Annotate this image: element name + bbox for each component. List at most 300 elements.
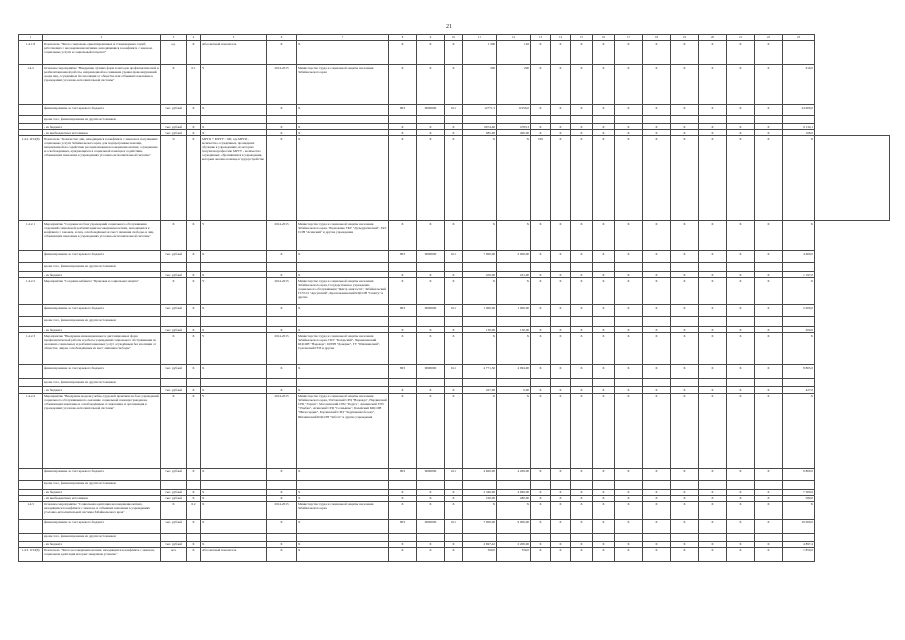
table-cell	[267, 116, 297, 124]
table-cell	[671, 480, 699, 489]
table-cell: X	[593, 333, 615, 365]
table-cell: X	[267, 124, 297, 130]
table-cell: X	[699, 278, 727, 305]
table-cell: X	[417, 393, 445, 468]
table-cell: X	[297, 41, 389, 65]
table-cell	[297, 263, 389, 272]
table-cell: X	[755, 65, 783, 105]
table-cell	[19, 480, 43, 489]
table-cell: X	[615, 221, 643, 251]
table-cell: - из бюджета	[43, 387, 161, 393]
table-cell: X	[267, 130, 297, 136]
table-cell	[755, 317, 783, 327]
table-cell: X	[297, 547, 389, 561]
table-cell: X	[643, 393, 671, 468]
table-cell: X	[267, 251, 297, 263]
table-cell	[389, 379, 417, 387]
table-cell: X	[593, 124, 615, 130]
table-cell: X	[531, 468, 551, 480]
table-cell: финансирование за счет краевого бюджета	[43, 105, 161, 116]
table-cell: 4 200,00	[497, 468, 531, 480]
table-row	[19, 65, 890, 105]
table-cell: X	[755, 393, 783, 468]
table-cell: X	[551, 105, 571, 116]
table-cell: 6974,40	[463, 124, 497, 130]
table-cell: 9000000	[417, 105, 445, 116]
table-cell: X	[297, 495, 389, 501]
table-cell: 21	[727, 35, 755, 41]
table-cell: X	[551, 251, 571, 263]
table-cell: X	[593, 365, 615, 379]
table-cell: X	[571, 489, 593, 495]
table-cell	[19, 116, 43, 124]
table-cell	[615, 317, 643, 327]
table-cell: X	[463, 278, 497, 305]
table-cell: X	[445, 221, 463, 251]
table-cell: X	[267, 547, 297, 561]
table-cell	[201, 533, 267, 541]
table-cell: X	[727, 130, 755, 136]
table-cell: X	[571, 130, 593, 136]
table-cell: - из внебюджетных источников	[43, 495, 161, 501]
table-cell: X	[389, 65, 417, 105]
table-cell: X	[643, 489, 671, 495]
table-cell	[783, 533, 815, 541]
table-cell: X	[267, 105, 297, 116]
table-cell: X	[643, 365, 671, 379]
table-cell: X	[267, 519, 297, 533]
table-row	[19, 136, 890, 221]
table-cell: Y	[201, 333, 267, 365]
table-cell	[463, 379, 497, 387]
table-cell: X	[727, 251, 755, 263]
table-cell: X	[615, 393, 643, 468]
table-cell: X	[593, 251, 615, 263]
table-cell	[755, 533, 783, 541]
table-cell: X	[187, 495, 201, 501]
table-cell: МРТО + МРТУ / 100, где МРТО - количество осуждённых, прошедших обучение в учреждениях, из которых получили профессию МРТУ - количество осуждённых, обратившихся в учреждения, которым оказана помощь в трудоустройстве	[201, 136, 267, 221]
table-cell: 611	[445, 305, 463, 317]
table-cell: 16 000,0	[783, 519, 815, 533]
table-cell: X	[699, 327, 727, 333]
table-cell: X	[571, 272, 593, 278]
table-cell: X	[615, 124, 643, 130]
table-cell: X	[417, 130, 445, 136]
table-cell: X	[267, 327, 297, 333]
table-cell	[727, 317, 755, 327]
table-cell: X	[531, 124, 551, 130]
table-cell: X	[187, 327, 201, 333]
table-cell: X	[727, 327, 755, 333]
table-cell: X	[201, 489, 267, 495]
table-cell	[615, 116, 643, 124]
table-cell: X	[187, 130, 201, 136]
table-cell: 611	[445, 519, 463, 533]
table-cell: X	[593, 387, 615, 393]
table-cell: X	[531, 365, 551, 379]
table-cell	[161, 263, 187, 272]
table-cell: Y	[201, 393, 267, 468]
table-cell: X	[671, 251, 699, 263]
table-cell: X	[699, 489, 727, 495]
table-cell: X	[643, 541, 671, 547]
table-cell: финансирование за счет краевого бюджета	[43, 519, 161, 533]
table-cell: X	[593, 495, 615, 501]
table-cell: X	[727, 278, 755, 305]
table-row	[19, 105, 890, 116]
table-cell: 803	[389, 105, 417, 116]
table-cell: X	[727, 495, 755, 501]
table-cell: X	[755, 468, 783, 480]
table-cell: X	[531, 393, 551, 468]
table-cell: X	[671, 272, 699, 278]
table-cell: X	[571, 365, 593, 379]
table-cell: X	[201, 519, 267, 533]
table-cell	[161, 480, 187, 489]
table-cell: X	[593, 278, 615, 305]
table-cell	[297, 379, 389, 387]
table-cell: 9000000	[417, 519, 445, 533]
table-cell: X	[699, 105, 727, 116]
table-cell: X	[187, 221, 201, 251]
table-cell: X	[297, 489, 389, 495]
table-cell: тыс. рублей	[161, 251, 187, 263]
table-cell: X	[671, 221, 699, 251]
table-cell: 803	[389, 251, 417, 263]
table-cell: X	[531, 519, 551, 533]
table-cell	[267, 480, 297, 489]
table-cell	[699, 263, 727, 272]
table-cell: X	[297, 327, 389, 333]
table-cell: X	[593, 547, 615, 561]
table-cell: X	[161, 393, 187, 468]
table-cell: 803	[389, 305, 417, 317]
table-cell: X	[201, 495, 267, 501]
table-cell: X	[389, 272, 417, 278]
table-cell: X	[755, 251, 783, 263]
table-cell: X	[571, 327, 593, 333]
table-cell: 2	[43, 35, 161, 41]
table-cell: X	[445, 489, 463, 495]
table-cell: X	[267, 489, 297, 495]
table-cell: 610,0	[783, 65, 815, 105]
table-cell: X	[267, 365, 297, 379]
table-cell: X	[727, 489, 755, 495]
table-cell: X	[417, 221, 445, 251]
table-row	[19, 317, 890, 327]
table-cell	[19, 468, 43, 480]
table-cell: X	[267, 541, 297, 547]
table-cell: 2014-2015	[267, 278, 297, 305]
table-cell: X	[297, 305, 389, 317]
table-cell	[497, 116, 531, 124]
table-cell: X	[643, 387, 671, 393]
table-cell: Министерство труда и социальной защиты населения Забайкальского края, ГКУ "Каларский", Чернышевский КЦСОН "Надежда", ЦПЗН "Доверие", ГУ "Шилкинский", Сретенский ГПЗ и другие	[297, 333, 389, 365]
table-cell	[497, 480, 531, 489]
table-cell: X	[615, 305, 643, 317]
table-cell: X	[783, 221, 815, 251]
table-cell: 1.4.2.3	[19, 333, 43, 365]
table-cell	[19, 519, 43, 533]
table-cell: 22	[755, 35, 783, 41]
table-cell: X	[297, 272, 389, 278]
table-cell: X	[531, 501, 551, 519]
table-cell: 2 000,0	[783, 305, 815, 317]
table-cell: 2014-2015	[267, 501, 297, 519]
table-cell: 1.4.2.1	[19, 221, 43, 251]
table-cell: 2 200,00	[497, 541, 531, 547]
table-cell: X	[727, 333, 755, 365]
table-cell: X	[593, 393, 615, 468]
table-cell	[551, 533, 571, 541]
table-cell: Министерство труда и социальной защиты населения Забайкальского края, Улётовский СРЦ "Надежда", Нерчинский СРЦ "Гарант", Могочинский СРЦ "Радуга", Акшинский ГПЗ "Улыбка", Агинский СРЦ "Солнышко", Балейский КЦСОН "Милосердие", Борзинский СРЦ "Задушевная беседа", Шилкинский КЦСОН "Забота" и другие учреждения	[297, 393, 389, 468]
table-cell: X	[671, 501, 699, 519]
table-cell: X	[417, 65, 445, 105]
table-row	[19, 263, 890, 272]
table-cell	[161, 379, 187, 387]
table-cell: X	[593, 305, 615, 317]
table-cell: тыс. рублей	[161, 327, 187, 333]
table-cell	[389, 116, 417, 124]
table-cell: ед.	[161, 41, 187, 65]
table-cell: X	[727, 124, 755, 130]
table-cell: X	[593, 541, 615, 547]
table-cell	[699, 116, 727, 124]
table-cell: 7 300,0	[783, 489, 815, 495]
table-cell: X	[417, 489, 445, 495]
table-cell: 427,0	[783, 387, 815, 393]
table-cell: X	[389, 124, 417, 130]
table-cell	[187, 379, 201, 387]
table-cell: X	[699, 272, 727, 278]
table-cell: 100	[531, 136, 551, 221]
table-cell: X	[531, 272, 551, 278]
table-cell: X	[643, 327, 671, 333]
table-cell	[727, 379, 755, 387]
table-cell: X	[551, 136, 571, 221]
table-cell: X	[161, 278, 187, 305]
table-cell	[531, 263, 551, 272]
table-cell: X	[161, 333, 187, 365]
table-cell: X	[643, 65, 671, 105]
table-cell: 1 000,00	[463, 305, 497, 317]
table-cell	[463, 116, 497, 124]
table-cell: 1.4.2. 2ГО(6)	[19, 136, 43, 221]
table-cell: X	[755, 41, 783, 65]
table-cell	[445, 533, 463, 541]
table-cell: X	[755, 221, 783, 251]
table-cell: кроме того, финансирование из других источников:	[43, 480, 161, 489]
table-cell: X	[267, 41, 297, 65]
table-cell: X	[615, 519, 643, 533]
table-cell	[389, 317, 417, 327]
table-cell: X	[551, 221, 571, 251]
table-cell: X	[417, 272, 445, 278]
table-cell: X	[593, 65, 615, 105]
table-cell: X	[297, 468, 389, 480]
table-cell: X	[615, 547, 643, 561]
table-cell	[783, 116, 815, 124]
table-cell: тыс. рублей	[161, 130, 187, 136]
table-cell	[187, 317, 201, 327]
table-cell: 14	[551, 35, 571, 41]
table-cell: 0.1	[187, 65, 201, 105]
table-cell: X	[727, 468, 755, 480]
table-cell: тыс. рублей	[161, 519, 187, 533]
table-cell: чел.	[161, 547, 187, 561]
table-cell	[571, 263, 593, 272]
table-cell: - из бюджета	[43, 124, 161, 130]
table-cell	[755, 116, 783, 124]
table-cell: Показатель "Число социально-ориентированных и стационарных служб, работающих с несовершеннолетними, находящимися в конфликте с законом, социальные услуги и социальный патронат"	[43, 41, 161, 65]
table-cell	[551, 317, 571, 327]
table-cell: X	[755, 305, 783, 317]
table-cell	[551, 379, 571, 387]
table-cell: Мероприятие "Внедрение модели учебно-трудовой практики на базе учреждений социального обслуживания по оказанию социальной помощи гражданам, отбывающим наказание и освобождённым от наказания, и организация в учреждениях уголовно-исполнительной системы"	[43, 393, 161, 468]
table-cell: 4 094,00	[497, 365, 531, 379]
table-cell: X	[417, 501, 445, 519]
table-cell: 13	[531, 35, 551, 41]
table-cell: X	[727, 393, 755, 468]
table-cell: X	[551, 495, 571, 501]
table-cell: 9 800,0	[783, 468, 815, 480]
table-cell: X	[531, 251, 551, 263]
table-cell: X	[531, 333, 551, 365]
table-cell: X	[571, 136, 593, 221]
table-cell: 12771,5	[463, 105, 497, 116]
table-cell: 9000000	[417, 468, 445, 480]
table-cell: X	[593, 327, 615, 333]
table-cell: Министерство труда и социальной защиты населения Забайкальского края, Управление ГКУ "Дульдургинский", ГАУ СОН "Агинский" и другие учреждения	[297, 221, 389, 251]
table-cell: 9000000	[417, 365, 445, 379]
table-cell: 350,0	[497, 547, 531, 561]
table-cell: X	[187, 547, 201, 561]
table-cell: X	[417, 541, 445, 547]
table-cell: X	[699, 41, 727, 65]
table-cell: X	[551, 41, 571, 65]
table-cell: X	[727, 65, 755, 105]
table-cell: кроме того, финансирование из других источников:	[43, 116, 161, 124]
table-cell: X	[445, 278, 463, 305]
table-cell: тыс. рублей	[161, 305, 187, 317]
table-cell	[699, 317, 727, 327]
table-cell	[267, 533, 297, 541]
table-cell: 1 000,00	[497, 305, 531, 317]
table-cell: - из внебюджетных источников	[43, 130, 161, 136]
table-cell: кроме того, финансирование из других источников:	[43, 263, 161, 272]
table-cell: 130,00	[463, 327, 497, 333]
table-cell: кроме того, финансирование из других источников:	[43, 533, 161, 541]
table-cell: X	[643, 105, 671, 116]
table-cell: 8 865,0	[783, 365, 815, 379]
table-cell: X	[389, 41, 417, 65]
table-cell: X	[297, 251, 389, 263]
table-cell	[783, 41, 815, 65]
table-cell: X	[445, 547, 463, 561]
table-cell: X	[671, 365, 699, 379]
table-cell	[445, 379, 463, 387]
table-cell: X	[571, 547, 593, 561]
table-cell	[531, 116, 551, 124]
table-cell: X	[755, 333, 783, 365]
table-row	[19, 116, 890, 124]
table-cell: X	[463, 221, 497, 251]
table-cell: X	[187, 393, 201, 468]
table-cell: X	[297, 136, 389, 221]
table-cell: 4 600,0	[783, 251, 815, 263]
table-cell: финансирование за счет краевого бюджета	[43, 365, 161, 379]
table-cell: тыс. рублей	[161, 105, 187, 116]
table-cell: X	[201, 272, 267, 278]
table-cell: X	[671, 327, 699, 333]
table-cell: X	[531, 221, 551, 251]
table-cell: X	[531, 130, 551, 136]
table-cell: X	[783, 501, 815, 519]
table-cell: Y	[201, 65, 267, 105]
table-cell: 1.4.1.8	[19, 41, 43, 65]
table-cell: 24 600,0	[783, 105, 815, 116]
table-cell: X	[615, 327, 643, 333]
table-cell: X	[551, 278, 571, 305]
table-cell: X	[727, 41, 755, 65]
table-cell: X	[201, 105, 267, 116]
table-cell	[463, 263, 497, 272]
table-cell	[417, 263, 445, 272]
table-cell: X	[531, 65, 551, 105]
table-cell: X	[571, 41, 593, 65]
table-cell: X	[571, 124, 593, 130]
table-cell: 4	[187, 35, 201, 41]
table-cell: X	[531, 105, 551, 116]
table-cell: X	[201, 365, 267, 379]
table-cell: X	[783, 136, 815, 221]
table-cell: X	[699, 393, 727, 468]
table-cell: X	[643, 333, 671, 365]
table-cell: X	[671, 124, 699, 130]
table-cell: 9 134,1	[783, 124, 815, 130]
table-cell: 300,0	[463, 547, 497, 561]
table-cell: 4 771,50	[463, 365, 497, 379]
table-cell: X	[187, 305, 201, 317]
table-cell: X	[643, 501, 671, 519]
table-cell: X	[445, 393, 463, 468]
table-cell: X	[615, 272, 643, 278]
table-cell: X	[699, 468, 727, 480]
table-cell: X	[699, 541, 727, 547]
table-cell	[389, 263, 417, 272]
table-cell: Министерство труда и социальной защиты населения Забайкальского края	[297, 65, 389, 105]
table-cell: X	[267, 468, 297, 480]
table-cell: X	[187, 251, 201, 263]
table-cell: X	[671, 333, 699, 365]
table-cell: X	[531, 327, 551, 333]
table-cell: X	[201, 251, 267, 263]
table-cell: X	[445, 495, 463, 501]
table-cell: X	[643, 519, 671, 533]
table-cell: X	[497, 278, 531, 305]
table-cell: 2 000,00	[497, 251, 531, 263]
table-cell: 803	[389, 519, 417, 533]
table-cell: X	[463, 393, 497, 468]
table-cell	[551, 263, 571, 272]
table-cell	[531, 533, 551, 541]
table-cell: X	[727, 519, 755, 533]
table-cell: X	[201, 305, 267, 317]
table-cell: X	[571, 541, 593, 547]
table-cell: Основное мероприятие "Внедрение лучших форм и методов профилактической и реабилитационной работы, направленной на снижение уровня правонарушений среди лиц, осуждённых без изоляции от общества или отбывших наказание в учреждениях уголовно-исполнительной системы"	[43, 65, 161, 105]
table-cell: X	[389, 327, 417, 333]
table-cell: Абсолютный показатель	[201, 41, 267, 65]
